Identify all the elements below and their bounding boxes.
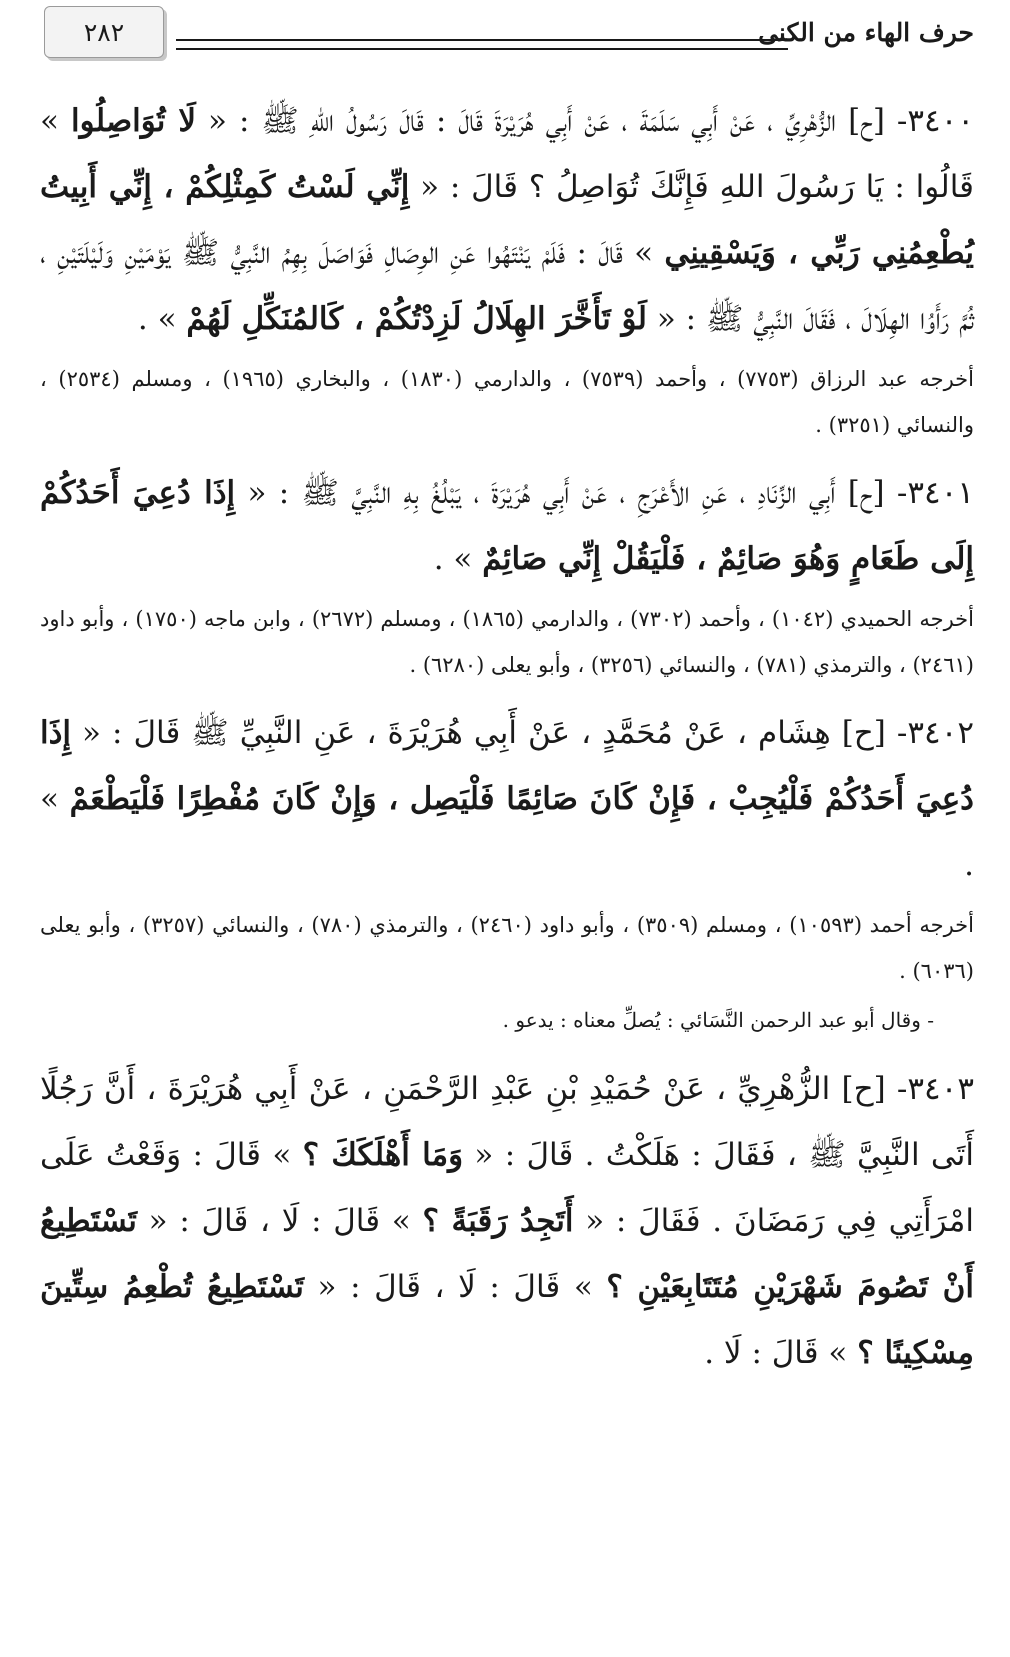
hadith-number: ٣٤٠٠- xyxy=(896,103,974,139)
page-number: ٢٨٢ xyxy=(44,6,164,58)
prophetic-saying: لَوْ تَأَخَّرَ الهِلَالُ لَزِدْتُكُمْ ، كَالمُنَكِّلِ لَهُمْ xyxy=(186,301,647,337)
chapter-title: حرف الهاء من الكنى xyxy=(758,18,974,47)
hadith-number: ٣٤٠٣- xyxy=(896,1071,974,1107)
prophetic-saying: أَتَجِدُ رَقَبَةً ؟ xyxy=(422,1203,574,1239)
hadith-text: » قَالُوا : يَا رَسُولَ اللهِ فَإِنَّكَ تُوَاصِلُ ؟ قَالَ : « xyxy=(40,103,974,205)
hadith-text: » قَالَ : لَا . xyxy=(704,1335,858,1371)
prophetic-saying: لَا تُوَاصِلُوا xyxy=(70,103,197,139)
hadith-text: » قَالَ : لَا ، قَالَ : « xyxy=(303,1269,607,1305)
hadith-text: » . xyxy=(433,541,483,577)
page-header xyxy=(40,6,974,62)
hadith-text: » . xyxy=(40,781,974,883)
hadith-number: ٣٤٠١- xyxy=(896,475,974,511)
hadith-text: » قَالَ : فَلَمْ يَنْتَهُوا عَنِ الوِصَالِ فَوَاصَلَ بِهِمُ النَّبِيُّ ﷺ يَوْمَيْنِ وَلَيْلَتَيْنِ ، ثُمَّ رَأَوُا الهِلَالَ ، فَقَالَ النَّبِيُّ ﷺ : « xyxy=(40,235,974,337)
commentary-note: - وقال أبو عبد الرحمن النَّسَائي : يُصلِّ معناه : يدعو . xyxy=(502,1008,934,1032)
takhrij-3400: أخرجه عبد الرزاق (٧٧٥٣) ، وأحمد (٧٥٣٩) ، والدارمي (١٨٣٠) ، والبخاري (١٩٦٥) ، ومسلم (٢٥٣٤) ، والنسائي (٣٢٥١) . xyxy=(40,367,974,437)
prophetic-saying: إِذَا دُعِيَ أَحَدُكُمْ فَلْيُجِبْ ، فَإِنْ كَانَ صَائِمًا فَلْيَصِل ، وَإِنْ كَانَ مُفْطِرًا فَلْيَطْعَمْ xyxy=(40,715,974,817)
hadith-text: » قَالَ : وَقَعْتُ عَلَى امْرَأَتِي فِي رَمَضَانَ . فَقَالَ : « xyxy=(40,1137,974,1239)
takhrij-3402: أخرجه أحمد (١٠٥٩٣) ، ومسلم (٣٥٠٩) ، وأبو داود (٢٤٦٠) ، والترمذي (٧٨٠) ، والنسائي (٣٢٥٧) ، وأبو يعلى (٦٠٣٦) . xyxy=(40,913,974,983)
hadith-text: [ح] الزُّهْرِيِّ ، عَنْ أَبِي سَلَمَةَ ، عَنْ أَبِي هُرَيْرَةَ قَالَ : قَالَ رَسُولُ اللهِ ﷺ : « xyxy=(196,103,897,139)
hadith-number: ٣٤٠٢- xyxy=(896,715,974,751)
hadith-3403 xyxy=(40,1056,974,1386)
hadith-3401 xyxy=(40,460,974,592)
hadith-3402 xyxy=(40,700,974,898)
header-double-rule xyxy=(176,39,788,50)
hadith-text: » قَالَ : لَا ، قَالَ : « xyxy=(136,1203,423,1239)
hadith-text: [ح] أَبِي الزِّنَادِ ، عَنِ الأَعْرَجِ ، عَنْ أَبِي هُرَيْرَةَ ، يَبْلُغُ بِهِ النَّبِيَّ ﷺ : « xyxy=(235,475,897,511)
prophetic-saying: إِذَا دُعِيَ أَحَدُكُمْ إِلَى طَعَامٍ وَهُوَ صَائِمٌ ، فَلْيَقُلْ إِنِّي صَائِمٌ xyxy=(40,475,974,577)
hadith-text: [ح] الزُّهْرِيِّ ، عَنْ حُمَيْدِ بْنِ عَبْدِ الرَّحْمَنِ ، عَنْ أَبِي هُرَيْرَةَ ، أَنَّ رَجُلًا أَتَى النَّبِيَّ ﷺ ، فَقَالَ : هَلَكْتُ . قَالَ : « xyxy=(40,1071,974,1173)
prophetic-saying: تَسْتَطِيعُ تُطْعِمُ سِتِّينَ مِسْكِينًا ؟ xyxy=(40,1269,974,1371)
hadith-text: [ح] هِشَام ، عَنْ مُحَمَّدٍ ، عَنْ أَبِي هُرَيْرَةَ ، عَنِ النَّبِيِّ ﷺ قَالَ : « xyxy=(71,715,897,751)
prophetic-saying: تَسْتَطِيعُ أَنْ تَصُومَ شَهْرَيْنِ مُتَتَابِعَيْنِ ؟ xyxy=(40,1203,974,1305)
prophetic-saying: وَمَا أَهْلَكَكَ ؟ xyxy=(302,1137,464,1173)
hadith-text: » . xyxy=(137,301,187,337)
hadith-3400 xyxy=(40,88,974,352)
prophetic-saying: إِنِّي لَسْتُ كَمِثْلِكُمْ ، إِنِّي أَبِيتُ يُطْعِمُنِي رَبِّي ، وَيَسْقِينِي xyxy=(40,169,974,271)
takhrij-3401: أخرجه الحميدي (١٠٤٢) ، وأحمد (٧٣٠٢) ، والدارمي (١٨٦٥) ، ومسلم (٢٦٧٢) ، وابن ماجه (١٧٥٠) ، وأبو داود (٢٤٦١) ، والترمذي (٧٨١) ، والنسائي (٣٢٥٦) ، وأبو يعلى (٦٢٨٠) . xyxy=(40,607,974,677)
page-content xyxy=(40,88,974,1386)
